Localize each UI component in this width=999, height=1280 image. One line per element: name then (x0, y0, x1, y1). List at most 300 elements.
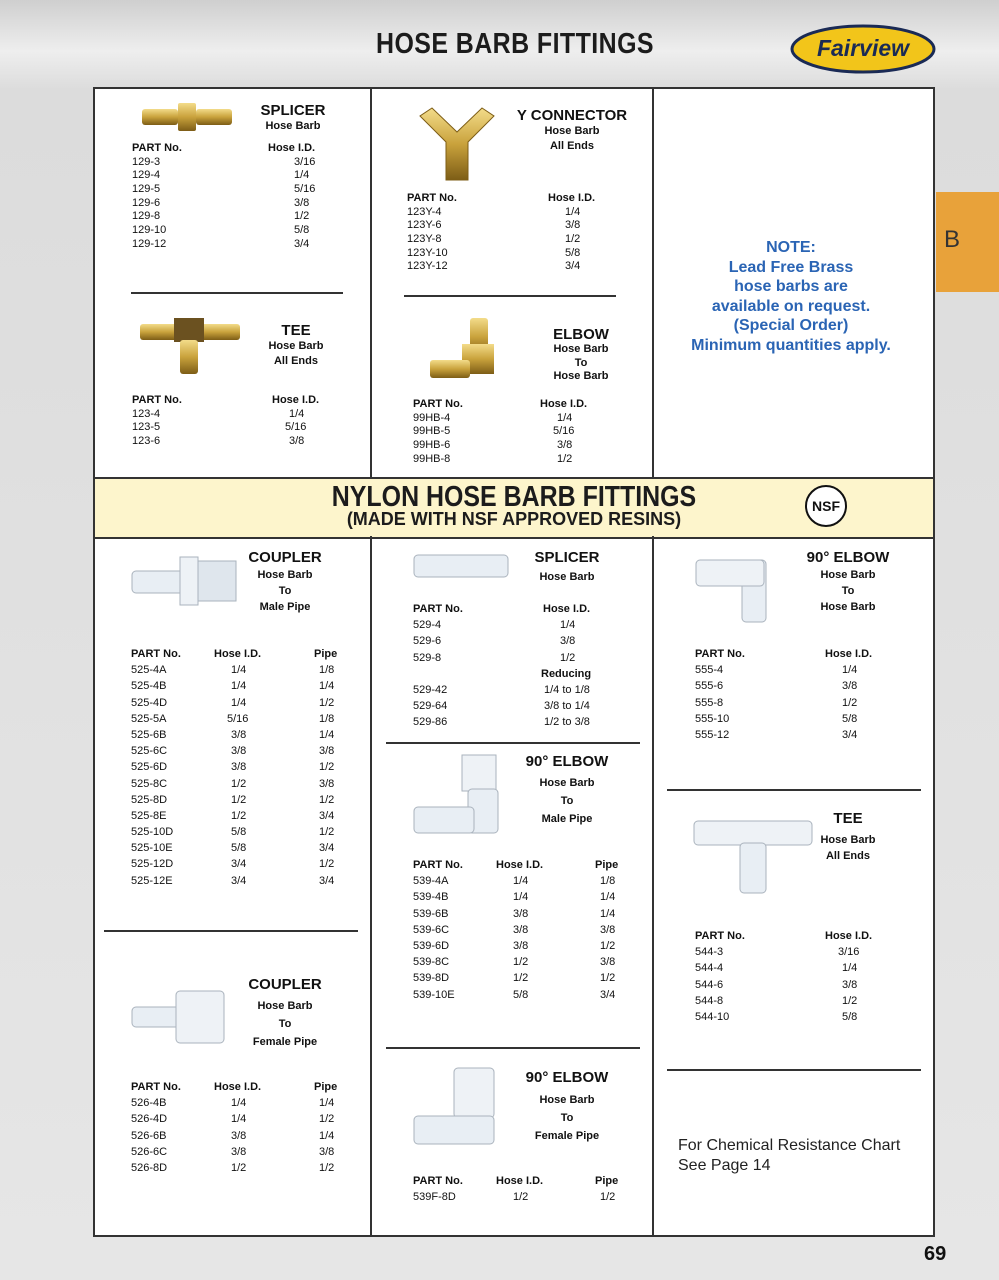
table-cell: 3/8 (513, 939, 529, 952)
table-cell: 3/8 (231, 1129, 247, 1142)
subtitle-line: Female Pipe (252, 1036, 318, 1048)
table-cell: 3/4 (231, 858, 247, 871)
subtitle-line: All Ends (825, 850, 870, 863)
table-cell: 525-12E (131, 874, 173, 887)
brass-splicer-icon (140, 99, 236, 135)
brass-y-connector-title: Y CONNECTOR (516, 107, 628, 124)
table-row (132, 210, 352, 224)
table-cell: 1/4 (513, 875, 529, 888)
table-cell: 1/2 (319, 1113, 335, 1126)
table-cell: Hose I.D. (272, 394, 320, 406)
table-header (413, 398, 633, 412)
subtitle-line: Hose Barb (820, 601, 876, 614)
brass-elbow-title: ELBOW (553, 326, 609, 343)
table-cell: 1/8 (319, 664, 335, 677)
table-cell: 1/2 (231, 809, 247, 822)
nylon-elbow-female-icon (412, 1064, 508, 1150)
table-row (131, 1130, 361, 1146)
table-row (413, 1191, 643, 1207)
table-header (695, 648, 915, 664)
table-row (413, 439, 633, 453)
logo-text: Fairview (816, 35, 910, 61)
table-cell: Hose I.D. (548, 192, 596, 204)
table-cell: 529-8 (413, 651, 442, 664)
brass-elbow-icon (426, 314, 506, 394)
table-cell: PART No. (695, 648, 745, 660)
table-cell: 3/8 (231, 1145, 247, 1158)
brass-elbow-table (413, 398, 633, 466)
table-row (413, 891, 643, 907)
table-cell: 1/4 (557, 411, 573, 424)
table-cell: 544-8 (695, 994, 724, 1007)
table-cell: 1/2 (600, 972, 616, 985)
table-cell: 525-4B (131, 680, 167, 693)
subtitle-line: Hose Barb (820, 569, 876, 581)
table-cell: 1/4 (294, 169, 310, 182)
table-cell: PART No. (413, 398, 463, 410)
brass-splicer-title: SPLICER (260, 102, 326, 119)
table-cell: 3/8 (600, 923, 616, 936)
table-cell: 1/2 (560, 651, 576, 664)
table-row (132, 238, 352, 252)
table-row (413, 908, 643, 924)
table-row (407, 233, 627, 247)
table-cell: 525-5A (131, 712, 167, 725)
table-cell: 3/8 (842, 978, 858, 991)
page-number: 69 (924, 1243, 947, 1265)
table-row (131, 875, 361, 891)
table-cell: 1/2 (319, 858, 335, 871)
table-cell: 539-4B (413, 891, 449, 904)
table-cell: 1/2 (319, 1161, 335, 1174)
table-cell: 3/4 (319, 809, 335, 822)
table-cell: 1/2 (319, 696, 335, 709)
table-cell: 555-10 (695, 712, 730, 725)
table-cell: 123Y-4 (407, 205, 442, 218)
table-cell: 3/8 (565, 219, 581, 232)
section-tab-letter: B (944, 226, 961, 253)
table-cell: 529-42 (413, 683, 448, 696)
table-header (131, 1081, 361, 1097)
table-cell: Hose I.D. (214, 1081, 262, 1093)
table-row (131, 697, 361, 713)
table-cell: 3/8 (319, 1145, 335, 1158)
table-cell: 129-4 (132, 169, 161, 182)
table-cell: 1/2 (319, 826, 335, 839)
brass-y-connector-subtitle (512, 124, 632, 154)
table-row (132, 421, 352, 435)
table-cell: Pipe (595, 1175, 619, 1187)
table-row (131, 1162, 361, 1178)
table-cell: 3/8 (231, 761, 247, 774)
table-cell: 1/2 (319, 793, 335, 806)
nylon-splicer-title: SPLICER (534, 549, 600, 566)
table-cell: 1/4 (842, 664, 858, 677)
table-cell: 1/2 (513, 972, 529, 985)
subtitle-line: All Ends (549, 140, 594, 152)
table-cell: 3/16 (294, 155, 316, 168)
table-cell: 3/8 to 1/4 (544, 700, 590, 713)
table-cell: 99HB-5 (413, 425, 451, 438)
table-row (413, 875, 643, 891)
table-cell: 539-4A (413, 875, 449, 888)
table-cell: Hose I.D. (496, 1175, 544, 1187)
table-row (131, 713, 361, 729)
table-row (131, 729, 361, 745)
nylon-coupler-female-icon (130, 987, 230, 1047)
table-row (131, 1146, 361, 1162)
table-row (695, 1011, 915, 1027)
table-cell: 525-6C (131, 745, 168, 758)
table-cell: 544-3 (695, 946, 724, 959)
subtitle-line: Hose Barb (257, 569, 313, 581)
table-cell: PART No. (695, 930, 745, 942)
table-cell: 526-4B (131, 1097, 167, 1110)
subtitle-line: Hose Barb (553, 343, 609, 355)
table-cell: 3/4 (319, 842, 335, 855)
table-cell: 1/2 (600, 1191, 616, 1204)
table-cell: 3/8 (600, 956, 616, 969)
table-cell: 1/2 (600, 939, 616, 952)
table-cell: 123Y-12 (407, 260, 448, 273)
table-cell: Hose I.D. (268, 142, 316, 154)
brass-elbow-subtitle (531, 343, 631, 384)
nylon-splicer-subtitle (517, 570, 617, 585)
table-cell: 129-8 (132, 210, 161, 223)
table-cell: 1/4 to 1/8 (544, 683, 590, 696)
table-cell: 123-4 (132, 407, 161, 420)
table-row (131, 761, 361, 777)
table-cell: 3/8 (560, 635, 576, 648)
table-cell: 3/8 (231, 728, 247, 741)
subtitle-line: To (560, 1112, 574, 1124)
subtitle-line: All Ends (273, 355, 318, 367)
table-cell: 1/4 (319, 1097, 335, 1110)
nylon-elbow-female-title: 90° ELBOW (525, 1069, 609, 1086)
table-cell: 539-10E (413, 988, 455, 1001)
table-row (131, 1113, 361, 1129)
table-row (131, 745, 361, 761)
divider (386, 742, 640, 744)
table-cell: 3/4 (294, 237, 310, 250)
subtitle-line: Hose Barb (544, 125, 600, 137)
table-cell: 3/8 (319, 777, 335, 790)
table-cell: 1/4 (231, 664, 247, 677)
table-row (413, 619, 633, 635)
table-cell: 129-6 (132, 196, 161, 209)
table-cell: 1/2 (294, 210, 310, 223)
table-cell: 3/8 (294, 196, 310, 209)
table-header (407, 192, 627, 206)
table-cell: 123-6 (132, 435, 161, 448)
table-header (132, 142, 352, 156)
table-cell: 5/8 (565, 246, 581, 259)
table-row (407, 260, 627, 274)
table-cell: Hose I.D. (543, 603, 591, 615)
table-cell: 1/4 (319, 1129, 335, 1142)
divider (370, 88, 372, 477)
table-cell: 525-8C (131, 777, 168, 790)
subtitle-line: Male Pipe (541, 813, 593, 825)
subtitle-line: Male Pipe (259, 601, 311, 614)
divider (404, 295, 616, 297)
table-cell: 539-6B (413, 907, 449, 920)
nylon-splicer-table (413, 603, 633, 733)
brass-tee-icon (138, 314, 244, 376)
table-cell: 1/2 (513, 956, 529, 969)
table-header (413, 859, 643, 875)
fairview-logo (790, 24, 936, 74)
table-cell: 1/2 to 3/8 (544, 716, 590, 729)
table-cell: 555-8 (695, 696, 724, 709)
table-cell: 1/4 (565, 205, 581, 218)
table-cell: 123Y-8 (407, 233, 442, 246)
table-cell: 1/2 (319, 761, 335, 774)
table-cell: 1/8 (600, 875, 616, 888)
table-cell: 1/2 (842, 994, 858, 1007)
table-row (695, 664, 915, 680)
table-cell: 1/2 (513, 1191, 529, 1204)
table-row (132, 197, 352, 211)
lead-free-note: NOTE: Lead Free Brass hose barbs are available on request. (Special Order) Minimum quantities apply. (691, 239, 891, 354)
table-row (131, 858, 361, 874)
table-cell: 3/8 (842, 680, 858, 693)
table-cell: Pipe (595, 859, 619, 871)
table-cell: 123Y-6 (407, 219, 442, 232)
table-cell: 3/4 (231, 874, 247, 887)
divider (104, 930, 358, 932)
table-cell: 1/2 (557, 452, 573, 465)
subtitle-line: Female Pipe (534, 1130, 600, 1142)
nylon-elbow-male-table (413, 859, 643, 1005)
table-cell: 1/4 (513, 891, 529, 904)
table-row (131, 778, 361, 794)
table-cell: 5/16 (553, 425, 575, 438)
subtitle-line: Hose Barb (539, 777, 595, 789)
table-row (132, 408, 352, 422)
table-cell: 1/2 (842, 696, 858, 709)
table-cell: 1/2 (565, 233, 581, 246)
table-row (413, 956, 643, 972)
table-cell: Hose I.D. (540, 398, 588, 410)
table-row (695, 962, 915, 978)
table-cell: 1/4 (560, 619, 576, 632)
table-cell: 1/4 (600, 891, 616, 904)
table-cell: PART No. (131, 648, 181, 660)
table-cell: 129-3 (132, 155, 161, 168)
reducing-label-row (413, 668, 633, 684)
table-cell: Hose I.D. (825, 648, 873, 660)
table-cell: 529-86 (413, 716, 448, 729)
table-header (413, 603, 633, 619)
table-cell: Hose I.D. (825, 930, 873, 942)
subtitle-line: To (278, 1018, 292, 1030)
table-cell: Hose I.D. (214, 648, 262, 660)
table-row (131, 680, 361, 696)
nylon-coupler-male-subtitle (235, 567, 335, 616)
table-cell: Hose I.D. (496, 859, 544, 871)
table-cell: 123Y-10 (407, 246, 448, 259)
table-row (413, 453, 633, 467)
table-cell: 529-6 (413, 635, 442, 648)
table-cell: 1/4 (319, 728, 335, 741)
table-cell: 3/4 (319, 874, 335, 887)
table-row (695, 713, 915, 729)
table-cell: 5/16 (294, 183, 316, 196)
nylon-elbow-hb-title: 90° ELBOW (806, 549, 890, 566)
chemical-resistance-note: For Chemical Resistance Chart See Page 14 (678, 1137, 901, 1174)
divider (386, 1047, 640, 1049)
nylon-coupler-male-title: COUPLER (248, 549, 322, 566)
table-row (413, 716, 633, 732)
table-row (131, 1097, 361, 1113)
table-cell: 3/4 (565, 260, 581, 273)
brass-y-connector-icon (412, 104, 502, 186)
nylon-elbow-female-subtitle (517, 1091, 617, 1145)
table-row (131, 810, 361, 826)
table-row (695, 946, 915, 962)
table-cell: 539F-8D (413, 1191, 456, 1204)
table-row (407, 247, 627, 261)
nylon-elbow-male-subtitle (517, 774, 617, 828)
nylon-coupler-male-icon (130, 551, 240, 611)
table-cell: 3/8 (231, 745, 247, 758)
table-cell: 1/4 (289, 407, 305, 420)
brass-y-connector-table (407, 192, 627, 274)
table-cell: 5/16 (285, 421, 307, 434)
page-title: HOSE BARB FITTINGS (376, 28, 654, 60)
table-cell: 525-6D (131, 761, 168, 774)
nylon-elbow-male-icon (412, 751, 508, 841)
banner-subtitle: (MADE WITH NSF APPROVED RESINS) (346, 509, 682, 529)
table-cell: 1/2 (231, 1161, 247, 1174)
table-row (413, 700, 633, 716)
table-row (131, 794, 361, 810)
table-cell: 1/8 (319, 712, 335, 725)
subtitle-line: To (560, 795, 574, 807)
table-cell: PART No. (132, 142, 182, 154)
table-cell: 1/4 (600, 907, 616, 920)
brass-splicer-table (132, 142, 352, 252)
table-row (131, 664, 361, 680)
table-row (413, 412, 633, 426)
table-cell: 1/4 (231, 696, 247, 709)
section-tab (936, 192, 999, 292)
subtitle-line: Hose Barb (539, 571, 595, 583)
nylon-coupler-female-table (131, 1081, 361, 1178)
divider (131, 292, 343, 294)
banner-title: NYLON HOSE BARB FITTINGS (331, 481, 697, 513)
divider (652, 88, 654, 477)
table-cell: 3/8 (513, 907, 529, 920)
table-cell: 544-10 (695, 1010, 730, 1023)
table-row (413, 684, 633, 700)
table-cell: 5/8 (294, 224, 310, 237)
nylon-elbow-hb-table (695, 648, 915, 745)
table-cell: 544-6 (695, 978, 724, 991)
table-cell: 129-12 (132, 237, 167, 250)
table-cell: 555-12 (695, 728, 730, 741)
table-cell: 1/4 (319, 680, 335, 693)
table-cell: 539-8D (413, 972, 450, 985)
table-cell: 99HB-8 (413, 452, 451, 465)
table-row (407, 219, 627, 233)
table-cell: 1/4 (842, 962, 858, 975)
table-row (413, 972, 643, 988)
table-cell: 3/16 (838, 946, 860, 959)
nylon-coupler-female-subtitle (235, 997, 335, 1051)
table-header (131, 648, 361, 664)
table-row (132, 169, 352, 183)
nsf-badge: NSF (805, 485, 847, 527)
table-row (413, 652, 633, 668)
nylon-tee-title: TEE (833, 810, 863, 827)
table-cell: 539-8C (413, 956, 450, 969)
table-cell: Pipe (314, 648, 338, 660)
table-cell: 525-12D (131, 858, 174, 871)
table-cell: 539-6C (413, 923, 450, 936)
subtitle-line: To (841, 585, 855, 598)
nylon-splicer-icon (412, 551, 512, 581)
brass-tee-subtitle (246, 339, 346, 369)
subtitle-line: Hose Barb (820, 834, 876, 846)
brass-splicer-subtitle (243, 119, 343, 134)
nylon-elbow-hb-subtitle (798, 567, 898, 616)
table-cell: 99HB-4 (413, 411, 451, 424)
table-row (131, 826, 361, 842)
table-cell: 529-4 (413, 619, 442, 632)
table-row (413, 924, 643, 940)
table-row (413, 989, 643, 1005)
table-row (407, 206, 627, 220)
subtitle-line: Hose Barb (265, 120, 321, 132)
subtitle-line: Hose Barb (539, 1094, 595, 1106)
table-cell: 544-4 (695, 962, 724, 975)
table-cell: 525-4D (131, 696, 168, 709)
table-cell: 525-10E (131, 842, 173, 855)
table-cell: 525-6B (131, 728, 167, 741)
nylon-elbow-male-title: 90° ELBOW (525, 753, 609, 770)
table-cell: 3/4 (842, 728, 858, 741)
table-cell: 1/2 (231, 777, 247, 790)
nylon-coupler-female-title: COUPLER (248, 976, 322, 993)
table-cell: 123-5 (132, 421, 161, 434)
nylon-tee-table (695, 930, 915, 1027)
table-cell: 5/16 (227, 712, 249, 725)
table-cell: 5/8 (231, 826, 247, 839)
table-row (695, 979, 915, 995)
table-cell: 555-4 (695, 664, 724, 677)
table-cell: PART No. (407, 192, 457, 204)
table-cell: PART No. (132, 394, 182, 406)
table-cell: PART No. (413, 603, 463, 615)
table-cell: 1/4 (231, 680, 247, 693)
table-cell: 3/8 (289, 435, 305, 448)
table-cell: 555-6 (695, 680, 724, 693)
table-cell: PART No. (131, 1081, 181, 1093)
table-cell: 3/8 (557, 439, 573, 452)
table-cell: 526-6B (131, 1129, 167, 1142)
table-row (131, 842, 361, 858)
table-cell: PART No. (413, 1175, 463, 1187)
table-cell: 525-10D (131, 826, 174, 839)
table-row (132, 435, 352, 449)
table-row (695, 995, 915, 1011)
subtitle-line: Hose Barb (268, 340, 324, 352)
table-cell: 529-64 (413, 700, 448, 713)
nylon-coupler-male-table (131, 648, 361, 891)
subtitle-line: Hose Barb (257, 1000, 313, 1012)
